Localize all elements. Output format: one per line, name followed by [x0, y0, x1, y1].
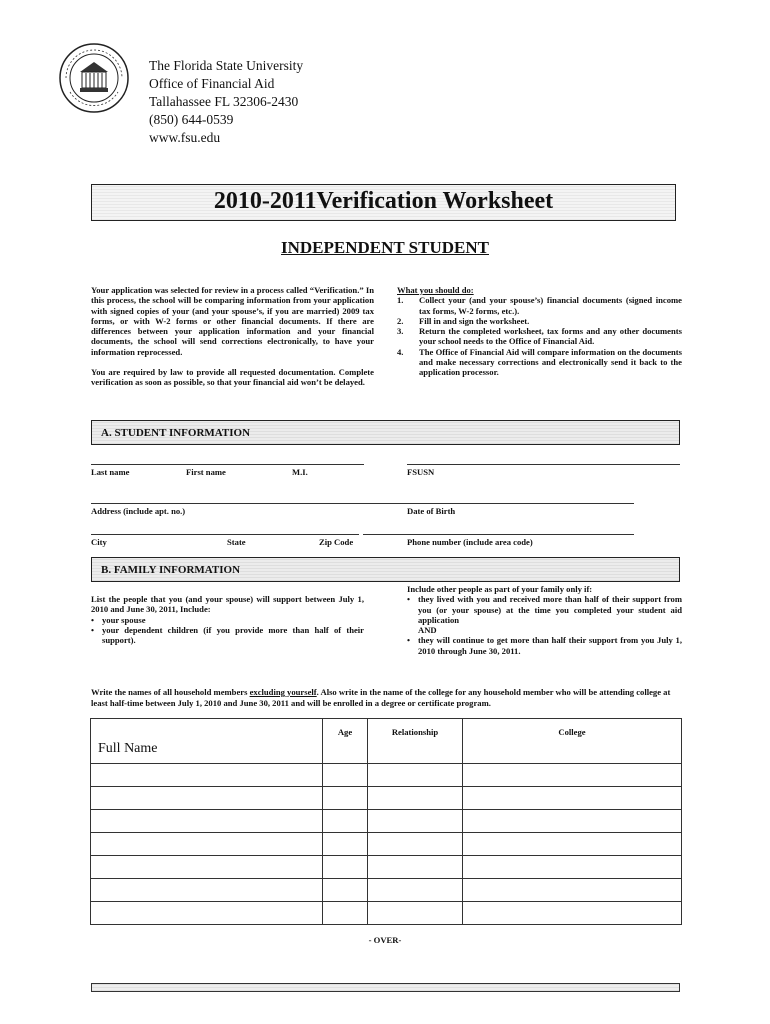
- mi-label: M.I.: [292, 467, 308, 477]
- city-label: City: [91, 537, 107, 547]
- item-number: 2.: [397, 315, 404, 326]
- age-cell[interactable]: [323, 787, 368, 810]
- city-line[interactable]: [91, 534, 359, 535]
- relationship-cell[interactable]: [368, 764, 463, 787]
- item-number: 4.: [397, 346, 404, 357]
- page-title: 2010-2011Verification Worksheet: [213, 188, 554, 214]
- list-item: [397, 295, 682, 316]
- list-item: [91, 625, 364, 646]
- age-cell[interactable]: [323, 879, 368, 902]
- section-a-title: A. STUDENT INFORMATION: [101, 427, 251, 439]
- address-label: Address (include apt. no.): [91, 506, 186, 516]
- instr-underlined: excluding yourself: [249, 687, 317, 697]
- section-b-header: [91, 557, 680, 582]
- household-instructions: [91, 687, 681, 709]
- relationship-header: Relationship: [368, 719, 463, 764]
- last-name-label: Last name: [91, 467, 130, 477]
- bullet-text: your dependent children (if you provide more than half of their support).: [102, 624, 364, 646]
- table-row: [91, 879, 682, 902]
- address-line[interactable]: [91, 503, 634, 504]
- list-item: [407, 594, 682, 635]
- family-support-list: [91, 594, 364, 645]
- bullet-text: [418, 594, 682, 635]
- intro-paragraph-1: Your application was selected for review in a process called “Verification.” In this process, the school will be comparing information from your application with signed copies of your (and your spouse’s, if you are married) 2009 tax forms, or with W-2 forms or other financial documents. If there are differences between your application information and your financial documents, the school will send corrections electronically, to have your information reprocessed.: [91, 285, 374, 357]
- relationship-cell[interactable]: [368, 787, 463, 810]
- college-cell[interactable]: [463, 902, 682, 925]
- phone-line[interactable]: [363, 534, 634, 535]
- bottom-bar: [91, 983, 680, 992]
- section-a-header: [91, 420, 680, 445]
- relationship-cell[interactable]: [368, 879, 463, 902]
- instr-part-2: . Also write in the name of the college for any household member who will be attending college at least half-time between July 1, 2010 and June 30, 2011 and will be enrolled in a degree or certificate program.: [91, 687, 671, 708]
- page-subtitle: [0, 238, 770, 258]
- zip-label: Zip Code: [319, 537, 354, 547]
- condition-1-text: they lived with you and received more than half of their support from you (or your spouse) at the time you completed your student aid application: [418, 594, 682, 625]
- item-text: Fill in and sign the worksheet.: [419, 315, 530, 326]
- college-cell[interactable]: [463, 856, 682, 879]
- age-cell[interactable]: [323, 902, 368, 925]
- name-cell[interactable]: [91, 902, 323, 925]
- name-cell[interactable]: [91, 856, 323, 879]
- intro-paragraph-2: You are required by law to provide all requested documentation. Complete verification as soon as possible, so that your financial aid won’t be delayed.: [91, 367, 374, 388]
- table-row: [91, 787, 682, 810]
- list-item: [91, 615, 364, 625]
- name-line[interactable]: [91, 464, 364, 465]
- over-label: - OVER-: [368, 935, 402, 945]
- other-family-conditions: [407, 584, 682, 656]
- age-cell[interactable]: [323, 764, 368, 787]
- relationship-cell[interactable]: [368, 833, 463, 856]
- college-cell[interactable]: [463, 810, 682, 833]
- office-phone: (850) 644-0539: [149, 112, 234, 127]
- table-header-row: [91, 719, 682, 764]
- item-text: Collect your (and your spouse’s) financial documents (signed income tax forms, W-2 forms, etc.).: [419, 295, 682, 316]
- relationship-cell[interactable]: [368, 856, 463, 879]
- name-cell[interactable]: [91, 810, 323, 833]
- fsusn-label: FSUSN: [407, 467, 435, 477]
- dob-label: Date of Birth: [407, 506, 456, 516]
- name-cell[interactable]: [91, 787, 323, 810]
- office-website: www.fsu.edu: [149, 130, 221, 145]
- what-to-do-heading: What you should do:: [397, 285, 474, 295]
- fsu-seal-logo: [58, 42, 130, 114]
- list-item: [397, 316, 682, 326]
- relationship-cell[interactable]: [368, 902, 463, 925]
- bullet-text: your spouse: [102, 614, 146, 625]
- table-row: [91, 902, 682, 925]
- item-number: 3.: [397, 326, 404, 337]
- full-name-header: Full Name: [91, 719, 323, 764]
- list-item: [397, 347, 682, 378]
- name-cell[interactable]: [91, 833, 323, 856]
- college-cell[interactable]: [463, 787, 682, 810]
- household-table: [90, 718, 682, 925]
- age-cell[interactable]: [323, 833, 368, 856]
- first-name-label: First name: [186, 467, 226, 477]
- item-text: The Office of Financial Aid will compare information on the documents and make necessary corrections and electronically send it back to the application processor.: [419, 346, 682, 378]
- table-row: [91, 764, 682, 787]
- age-cell[interactable]: [323, 810, 368, 833]
- and-label: AND: [418, 625, 437, 636]
- list-item: [407, 635, 682, 656]
- office-name: Office of Financial Aid: [149, 76, 275, 91]
- name-cell[interactable]: [91, 879, 323, 902]
- college-cell[interactable]: [463, 764, 682, 787]
- other-family-intro: Include other people as part of your family only if:: [407, 584, 593, 594]
- subtitle-text: INDEPENDENT STUDENT: [281, 238, 489, 257]
- bullet-icon: •: [91, 624, 95, 635]
- phone-label: Phone number (include area code): [407, 537, 533, 547]
- bullet-text: they will continue to get more than half their support from you July 1, 2010 through June 30, 2011.: [418, 635, 682, 656]
- college-header: College: [463, 719, 682, 764]
- family-support-intro: List the people that you (and your spouse) will support between July 1, 2010 and June 30, 2011, Include:: [91, 594, 364, 615]
- what-to-do-list: [397, 285, 682, 378]
- university-name: The Florida State University: [149, 58, 304, 73]
- age-header: Age: [323, 719, 368, 764]
- fsusn-line[interactable]: [407, 464, 680, 465]
- college-cell[interactable]: [463, 879, 682, 902]
- instr-part-1: Write the names of all household members: [91, 687, 250, 697]
- table-row: [91, 810, 682, 833]
- bullet-icon: •: [407, 635, 411, 646]
- intro-text: [91, 285, 374, 398]
- college-cell[interactable]: [463, 833, 682, 856]
- office-city: Tallahassee FL 32306-2430: [149, 94, 299, 109]
- state-label: State: [227, 537, 246, 547]
- relationship-cell[interactable]: [368, 810, 463, 833]
- bullet-icon: •: [407, 594, 411, 605]
- item-number: 1.: [397, 295, 404, 306]
- table-row: [91, 856, 682, 879]
- table-row: [91, 833, 682, 856]
- age-cell[interactable]: [323, 856, 368, 879]
- office-address-block: [149, 57, 303, 147]
- section-b-title: B. FAMILY INFORMATION: [101, 564, 241, 576]
- list-item: [397, 326, 682, 347]
- bullet-icon: •: [91, 614, 95, 625]
- item-text: Return the completed worksheet, tax forms and any other documents your school needs to the Office of Financial Aid.: [419, 326, 682, 347]
- name-cell[interactable]: [91, 764, 323, 787]
